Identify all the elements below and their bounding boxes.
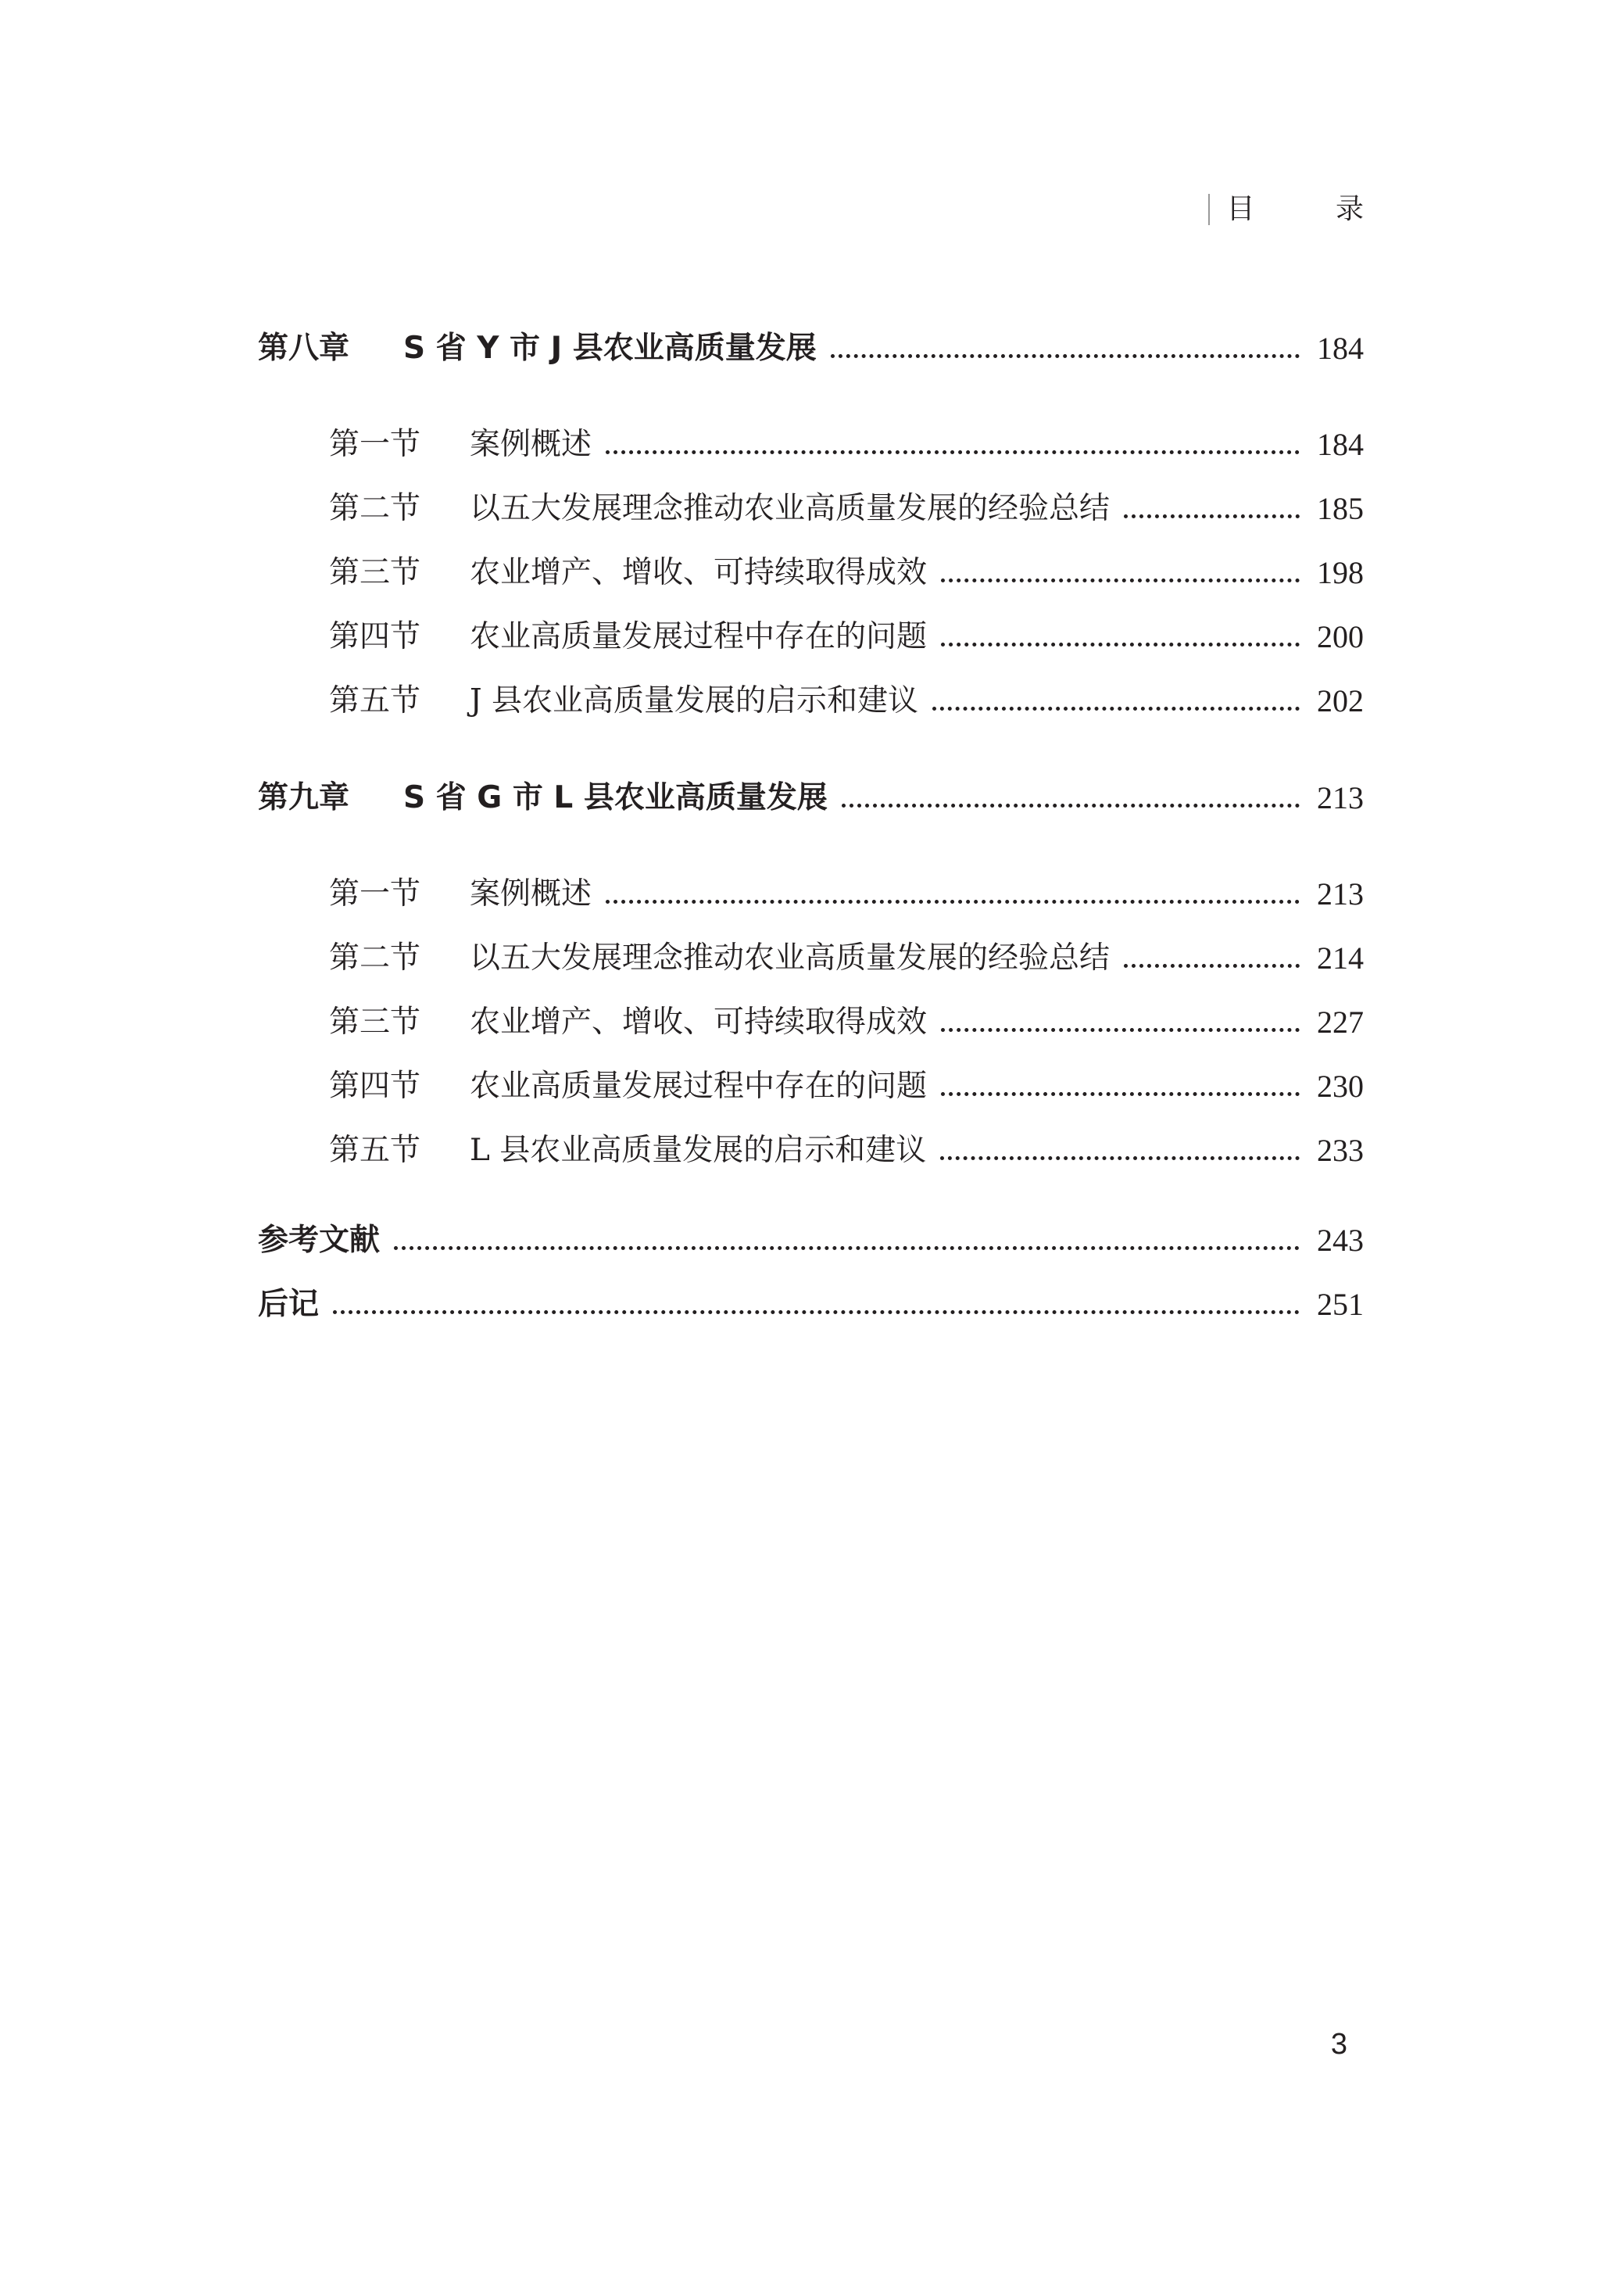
toc-section-8-2[interactable] [329,487,1364,531]
dot-leader [941,578,1300,582]
dot-leader [1124,964,1300,968]
section-label: 第三节 [329,555,421,590]
section-label: 第四节 [329,619,421,654]
toc-section-8-4[interactable] [329,615,1364,659]
page-number: 214 [1317,940,1364,976]
dot-leader [606,900,1300,904]
toc-chapter-9[interactable] [258,776,1364,820]
page-number: 184 [1317,331,1364,366]
toc-chapter-8[interactable] [258,327,1364,371]
toc-section-9-3[interactable] [329,1001,1364,1044]
references-title: 参考文献 [258,1223,381,1258]
section-label: 第一节 [329,876,421,912]
toc-section-8-1[interactable] [329,423,1364,467]
section-title: 农业增产、增收、可持续取得成效 [470,1005,928,1040]
running-header [1208,193,1400,225]
section-title: 以五大发展理念推动农业高质量发展的经验总结 [470,940,1111,976]
dot-leader [842,804,1300,808]
section-label: 第四节 [329,1069,421,1104]
section-label: 第五节 [329,683,421,718]
chapter-label: 第八章 [258,331,350,366]
section-title: 以五大发展理念推动农业高质量发展的经验总结 [470,491,1111,526]
section-label: 第五节 [329,1133,421,1168]
dot-leader [1124,514,1300,518]
chapter-title: S 省 Y 市 J 县农业高质量发展 [403,331,817,366]
toc-section-8-5[interactable] [329,679,1364,723]
toc-section-9-2[interactable] [329,937,1364,980]
page-number: 233 [1317,1133,1364,1168]
page-number: 243 [1317,1223,1364,1258]
section-title: 农业高质量发展过程中存在的问题 [470,619,928,654]
dot-leader [940,1156,1300,1160]
page-number: 213 [1317,780,1364,815]
dot-leader [606,450,1300,454]
section-title: 农业高质量发展过程中存在的问题 [470,1069,928,1104]
page-number: 251 [1317,1287,1364,1322]
toc-references[interactable] [258,1219,1364,1263]
dot-leader [831,354,1300,358]
section-title: 农业增产、增收、可持续取得成效 [470,555,928,590]
section-title: 案例概述 [470,427,592,462]
page-number-footer: 3 [1330,2028,1347,2061]
toc-section-9-4[interactable] [329,1065,1364,1109]
dot-leader [941,1028,1300,1032]
section-title: L 县农业高质量发展的启示和建议 [470,1133,927,1168]
header-title: 目 录 [1226,193,1400,225]
section-label: 第二节 [329,940,421,976]
chapter-label: 第九章 [258,780,350,815]
chapter-title: S 省 G 市 L 县农业高质量发展 [403,780,828,815]
afterword-title: 后记 [258,1287,320,1322]
dot-leader [941,643,1300,647]
page-number: 213 [1317,876,1364,912]
dot-leader [394,1246,1300,1250]
page-number: 198 [1317,555,1364,590]
toc-afterword[interactable] [258,1283,1364,1327]
dot-leader [941,1092,1300,1096]
page-number: 227 [1317,1005,1364,1040]
dot-leader [333,1310,1300,1314]
page-number: 230 [1317,1069,1364,1104]
section-label: 第一节 [329,427,421,462]
section-label: 第三节 [329,1005,421,1040]
section-label: 第二节 [329,491,421,526]
toc-section-9-1[interactable] [329,872,1364,916]
page-number: 200 [1317,619,1364,654]
header-divider [1208,194,1210,225]
toc-section-9-5[interactable] [329,1129,1364,1173]
page-number: 185 [1317,491,1364,526]
section-title: 案例概述 [470,876,592,912]
page-number: 184 [1317,427,1364,462]
page-number: 202 [1317,683,1364,718]
section-title: J 县农业高质量发展的启示和建议 [470,683,919,718]
dot-leader [932,707,1300,711]
toc-section-8-3[interactable] [329,551,1364,595]
